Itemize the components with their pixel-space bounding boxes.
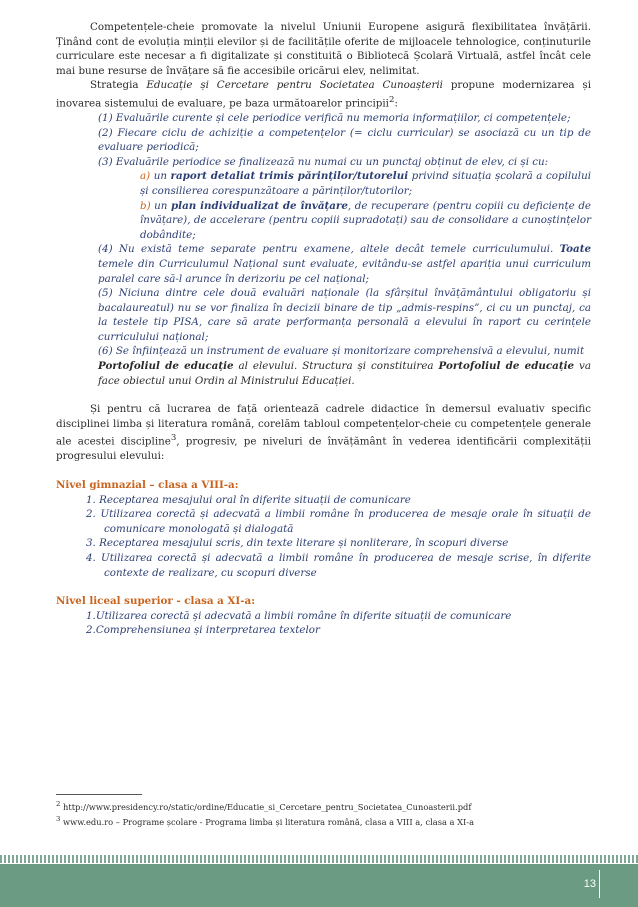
p4-bold: Toate xyxy=(559,243,591,256)
p4-post: temele din Curriculumul Național sunt evaluate, evitându-se astfel apariția unui curriculum paralel care să-l arunce în derizoriu pe cel național; xyxy=(98,257,591,285)
decorative-dot-border xyxy=(0,855,638,863)
footnotes xyxy=(56,798,474,828)
footnote-3 xyxy=(56,813,474,828)
liceal-item: 2.Comprehensiunea și interpretarea textelor xyxy=(86,624,320,637)
principle-3a xyxy=(140,169,591,198)
footnote-link[interactable]: http://www.presidency.ro/static/ordine/Educatie_si_Cercetare_pentru_Societatea_Cunoasterii.pdf xyxy=(60,801,472,812)
strategy-end: : xyxy=(394,97,398,110)
sub-label-b: b) xyxy=(140,199,151,212)
gimnazial-item: 3. Receptarea mesajului scris, din texte literare și nonliterare, în scopuri diverse xyxy=(86,537,509,550)
liceal-item: 1.Utilizarea corectă și adecvată a limbii române în diferite situații de comunicare xyxy=(86,609,512,622)
liceal-list xyxy=(86,609,591,638)
page-footer xyxy=(0,864,638,907)
gimnazial-item: 4. Utilizarea corectă și adecvată a limbii române în producerea de mesaje scrise, în diferite contexte de realizare, cu scopuri diverse xyxy=(86,552,591,579)
page-number: 13 xyxy=(583,878,596,890)
p6-post: va face obiectul unui Ordin al Ministrului Educației. xyxy=(98,360,591,387)
sub-label-a: a) xyxy=(140,170,151,183)
principle-6b xyxy=(98,359,591,388)
sub-a-post: privind situația școlară a copilului și consilierea corespunzătoare a părinților/tutorilor; xyxy=(140,170,591,197)
footnote-ref-2[interactable]: 2 xyxy=(388,94,395,105)
discipline-text-end: , progresiv, pe niveluri de învățământ în vederea identificării complexității progresului elevului: xyxy=(56,435,592,463)
footnote-2 xyxy=(56,798,474,813)
strategy-text: Strategia xyxy=(90,79,147,92)
intro-paragraph: Competențele-cheie promovate la nivelul Uniunii Europene asigură flexibilitatea învățării. Ținând cont de evoluția minții elevilor și de facilitățile oferite de mijloacele tehnologice, conținuturile curriculare este necesar a fi digitalizate și constituită o Bibliotecă Școlară Virtuală, astfel încât cele mai bune resurse de învățare să fie accesibile oricărui elev, nelimitat. xyxy=(56,21,591,77)
strategy-paragraph xyxy=(56,78,591,111)
strategy-title: Educație și Cercetare pentru Societatea Cunoașterii xyxy=(146,79,443,92)
footnote-number: 2 xyxy=(56,800,61,808)
p6-bold-2: Portofoliul de educație xyxy=(438,360,575,373)
principles-list xyxy=(56,111,591,388)
gimnazial-list xyxy=(86,493,591,581)
page-body xyxy=(56,20,591,638)
principle-5: (5) Niciuna dintre cele două evaluări naționale (la sfârșitul învățământului obligatoriu și bacalaureatul) nu se vor finaliza în decizii binare de tip „admis-respins”, ci cu un punctaj, ca la testele tip PISA, care să arate performanța personală a elevului în raport cu cerințele curriculului național; xyxy=(98,287,591,343)
principle-4 xyxy=(98,242,591,286)
liceal-heading: Nivel liceal superior - clasa a XI-a: xyxy=(56,595,255,608)
footnote-link[interactable]: www.edu.ro – Programe școlare - Programa limba și literatura română, clasa a VIII a, clasa a XI-a xyxy=(60,816,475,827)
p6-bold-1: Portofoliul de educație xyxy=(98,360,234,373)
footnote-ref-3[interactable]: 3 xyxy=(170,433,177,444)
sub-b-pre: un xyxy=(150,199,171,212)
gimnazial-item: 2. Utilizarea corectă și adecvată a limbii române în producerea de mesaje orale în situații de comunicare monologată și dialogată xyxy=(86,508,591,535)
principle-3b xyxy=(140,199,591,243)
footnote-divider xyxy=(56,794,142,795)
sub-b-bold: plan individualizat de învățare xyxy=(170,199,348,212)
principle-3: (3) Evaluările periodice se finalizează nu numai cu un punctaj obținut de elev, ci și cu: xyxy=(98,155,549,168)
sub-a-pre: un xyxy=(150,170,171,183)
sub-b-post: , de recuperare (pentru copiii cu deficiențe de învățare), de accelerare (pentru copiii supradotați) sau de consolidare a cunoștințelor dobândite; xyxy=(140,199,592,241)
sub-a-bold: raport detaliat trimis părinților/tutorelui xyxy=(170,170,409,183)
gimnazial-heading: Nivel gimnazial – clasa a VIII-a: xyxy=(56,479,239,492)
principle-1: (1) Evaluările curente și cele periodice verifică nu memoria informațiilor, ci competențele; xyxy=(98,111,571,124)
footnote-number: 3 xyxy=(56,814,61,823)
p4-pre: (4) Nu există teme separate pentru examene, altele decât temele curriculumului. xyxy=(98,243,560,256)
gimnazial-item: 1. Receptarea mesajului oral în diferite situații de comunicare xyxy=(86,493,411,506)
discipline-paragraph xyxy=(56,402,591,464)
page-number-divider xyxy=(599,870,600,898)
discipline-text: Și pentru că lucrarea de față orientează cadrele didactice în demersul evaluativ specific disciplinei limba și literatura română, corelăm tabloul competențelor-cheie cu competențele generale ale acestei discipline xyxy=(56,403,591,448)
principle-2: (2) Fiecare ciclu de achiziție a competențelor (= ciclu curricular) se asociază cu un tip de evaluare periodică; xyxy=(98,126,591,154)
p6-mid: al elevului. Structura și constituirea xyxy=(233,360,439,373)
strategy-text-cont: propune modernizarea și inovarea sistemului de evaluare, pe baza următoarelor principii xyxy=(56,79,591,110)
principle-6a: (6) Se înființează un instrument de evaluare și monitorizare comprehensivă a elevului, numit xyxy=(98,345,585,358)
